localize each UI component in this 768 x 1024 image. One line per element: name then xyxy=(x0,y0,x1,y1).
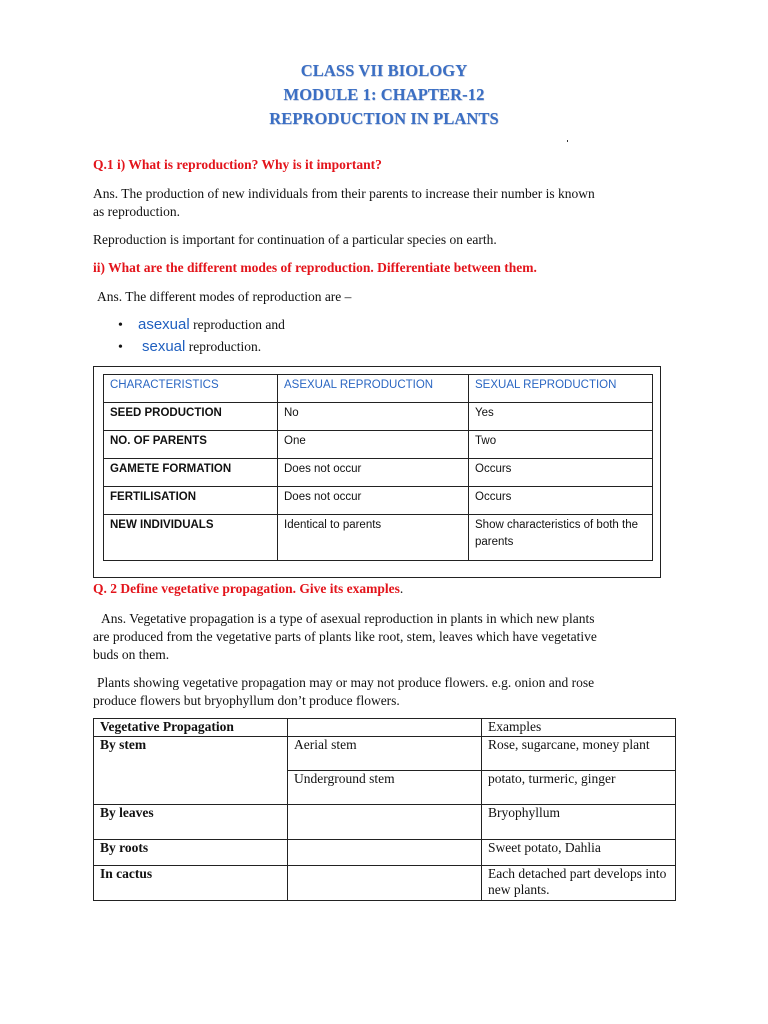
table-row xyxy=(94,866,676,901)
table-cell: NO. OF PARENTS xyxy=(104,431,278,459)
answer-2-line-2: are produced from the vegetative parts of plants like root, stem, leaves which have vegetative xyxy=(93,629,597,644)
question-2-text: Q. 2 Define vegetative propagation. Give its examples xyxy=(93,581,400,596)
bullet-icon: • xyxy=(118,318,123,333)
vegetative-propagation-table xyxy=(93,718,676,901)
table-row xyxy=(94,805,676,840)
table-row xyxy=(104,515,653,561)
mode-text: reproduction and xyxy=(189,317,285,332)
question-2-period: . xyxy=(399,581,404,596)
table-cell: SEED PRODUCTION xyxy=(104,403,278,431)
table-cell: Underground stem xyxy=(288,771,482,805)
flowers-line-1: Plants showing vegetative propagation may or may not produce flowers. e.g. onion and rose xyxy=(97,675,595,690)
table-cell: Show characteristics of both the parents xyxy=(469,515,653,561)
table-cell: GAMETE FORMATION xyxy=(104,459,278,487)
title-chapter: REPRODUCTION IN PLANTS xyxy=(269,109,499,128)
keyword-asexual: asexual xyxy=(138,316,190,333)
list-item-sexual xyxy=(118,338,261,356)
bullet-icon: • xyxy=(118,340,123,355)
list-item-asexual xyxy=(118,316,285,334)
table-cell: Two xyxy=(469,431,653,459)
table-cell xyxy=(288,866,482,901)
table-row xyxy=(104,459,653,487)
header-cell: Examples xyxy=(482,719,676,737)
table-cell xyxy=(288,840,482,866)
table-cell: In cactus xyxy=(94,866,288,901)
table-row xyxy=(104,403,653,431)
header-cell: SEXUAL REPRODUCTION xyxy=(469,375,653,403)
header-cell: ASEXUAL REPRODUCTION xyxy=(278,375,469,403)
table-cell xyxy=(288,805,482,840)
answer-2-line-3: buds on them. xyxy=(93,647,170,662)
table-cell: Yes xyxy=(469,403,653,431)
table-cell xyxy=(94,771,288,805)
table-header-row xyxy=(104,375,653,403)
table-cell: Occurs xyxy=(469,487,653,515)
table-cell: Each detached part develops into new plants. xyxy=(482,866,676,901)
table-cell: No xyxy=(278,403,469,431)
header-cell xyxy=(288,719,482,737)
table-row xyxy=(94,737,676,771)
table-cell: By leaves xyxy=(94,805,288,840)
table-cell: Bryophyllum xyxy=(482,805,676,840)
importance-text: Reproduction is important for continuation of a particular species on earth. xyxy=(93,232,497,247)
table-cell: Aerial stem xyxy=(288,737,482,771)
comparison-table xyxy=(103,374,653,561)
table-cell: Occurs xyxy=(469,459,653,487)
stray-mark xyxy=(567,140,568,142)
table-header-row xyxy=(94,719,676,737)
answer-1-line-1: Ans. The production of new individuals from their parents to increase their number is known xyxy=(93,186,595,201)
title-module: MODULE 1: CHAPTER-12 xyxy=(283,85,485,104)
table-row xyxy=(94,840,676,866)
flowers-line-2: produce flowers but bryophyllum don’t produce flowers. xyxy=(93,693,400,708)
modes-intro: Ans. The different modes of reproduction are – xyxy=(97,289,352,304)
table-cell: One xyxy=(278,431,469,459)
question-2 xyxy=(93,581,403,597)
header-cell: CHARACTERISTICS xyxy=(104,375,278,403)
title-class: CLASS VII BIOLOGY xyxy=(300,61,468,80)
table-cell: Does not occur xyxy=(278,459,469,487)
table-cell: FERTILISATION xyxy=(104,487,278,515)
question-1-ii: ii) What are the different modes of reproduction. Differentiate between them. xyxy=(93,260,537,275)
table-cell: Does not occur xyxy=(278,487,469,515)
table-cell: Identical to parents xyxy=(278,515,469,561)
table-cell: potato, turmeric, ginger xyxy=(482,771,676,805)
table-row xyxy=(104,487,653,515)
keyword-sexual: sexual xyxy=(142,338,186,355)
answer-2-line-1: Ans. Vegetative propagation is a type of asexual reproduction in plants in which new plants xyxy=(101,611,595,626)
table-cell: By roots xyxy=(94,840,288,866)
answer-1-line-2: as reproduction. xyxy=(93,204,180,219)
table-row xyxy=(104,431,653,459)
table-cell: By stem xyxy=(94,737,288,771)
table-row xyxy=(94,771,676,805)
mode-text: reproduction. xyxy=(185,339,262,354)
header-cell: Vegetative Propagation xyxy=(94,719,288,737)
question-1: Q.1 i) What is reproduction? Why is it important? xyxy=(93,157,382,172)
table-cell: NEW INDIVIDUALS xyxy=(104,515,278,561)
table-cell: Rose, sugarcane, money plant xyxy=(482,737,676,771)
table-cell: Sweet potato, Dahlia xyxy=(482,840,676,866)
